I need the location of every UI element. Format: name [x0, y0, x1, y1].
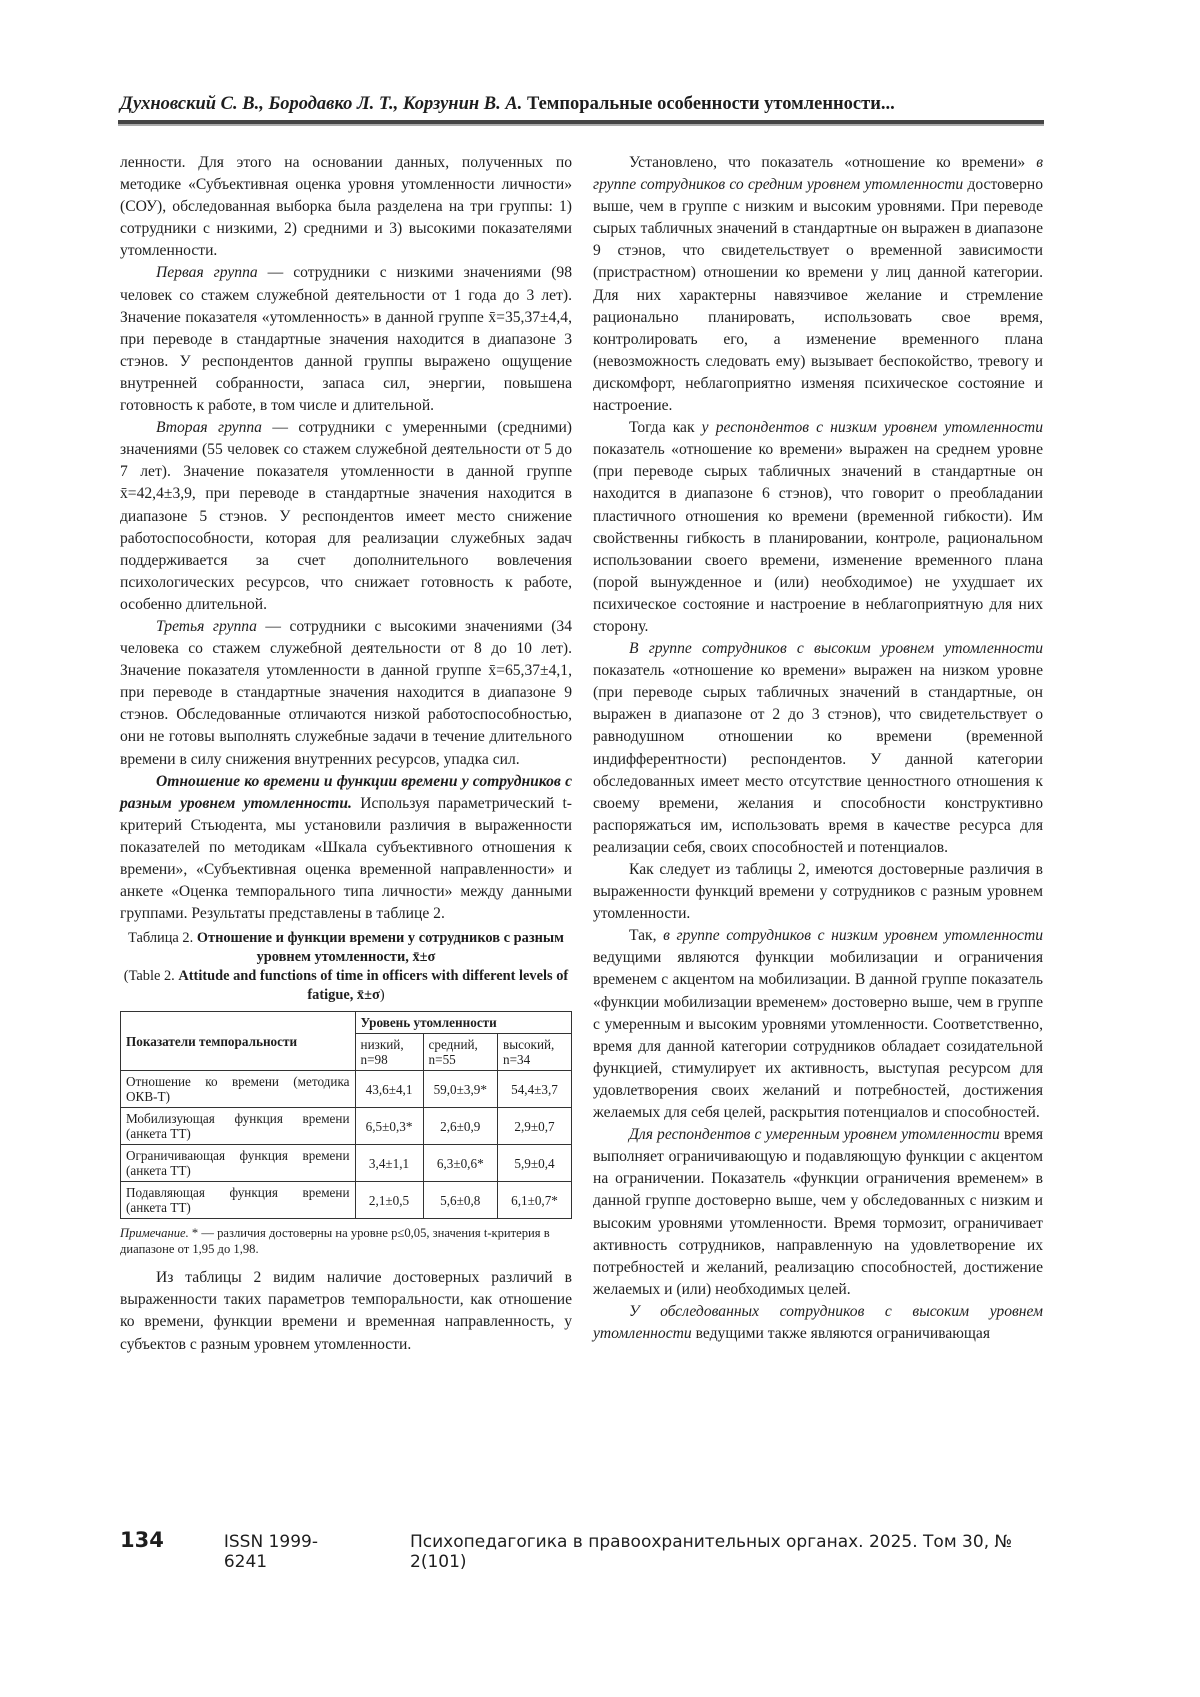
emphasized-text: У обследованных сотрудников с высоким уровнем утомленности	[593, 1302, 1043, 1342]
table-cell: 6,1±0,7*	[498, 1182, 572, 1219]
emphasized-text: Третья группа	[156, 617, 257, 635]
issn: ISSN 1999-6241	[223, 1532, 318, 1572]
header-group: Уровень утомленности	[355, 1012, 571, 1034]
right-column	[593, 152, 1043, 1345]
row-label: Мобилизующая функция времени (анкета ТТ)	[121, 1108, 356, 1145]
table-cell: 5,9±0,4	[498, 1145, 572, 1182]
text-run: — сотрудники с высокими значениями (34 человека со стажем служебной деятельности от 8 до 10 лет). Значение показателя утомленности в данной группе x̄=65,37±4,1, при переводе в стандартные значения находится в диапазоне 9 стэнов. Обследованные отличаются низкой работоспособностью, они не готовы выполнять служебные задачи в течение длительного времени в силу снижения внутренних ресурсов, упадка сил.	[120, 617, 572, 768]
text-run: Так,	[629, 927, 664, 945]
right-paragraphs	[593, 152, 1043, 1345]
note-label: Примечание.	[120, 1226, 189, 1241]
header-title: Темпоральные особенности утомленности...	[526, 94, 895, 114]
paragraph	[593, 1124, 1043, 1301]
table-row	[121, 1108, 572, 1145]
column-header: средний, n=55	[423, 1034, 497, 1071]
header-rule	[118, 120, 1044, 126]
text-run: ленности. Для этого на основании данных, полученных по методике «Субъективная оценка уровня утомленности личности» (СОУ), обследованная выборка была разделена на три группы: 1) сотрудники с низкими, 2) средними и 3) высокими показателями утомленности.	[120, 154, 572, 260]
text-run: Используя параметрический t-критерий Стьюдента, мы установили различия в выраженности показателей по методикам «Шкала субъективного отношения к времени», «Субъективная оценка временной направленности» и анкете «Оценка темпорального типа личности» между данными группами. Результаты представлены в таблице 2.	[120, 794, 572, 923]
paragraph	[120, 152, 572, 262]
paragraph	[120, 262, 572, 417]
column-header: высокий, n=34	[498, 1034, 572, 1071]
row-label: Ограничивающая функция времени (анкета ТТ)	[121, 1145, 356, 1182]
emphasized-text: Вторая группа	[156, 419, 262, 437]
text-run: достоверно выше, чем в группе с низким и высоким уровнями. При переводе сырых табличных значений в стандартные он выражен в диапазоне 9 стэнов, что свидетельствует о временной зависимости (пристрастном) отношении ко времени у лиц данной категории. Для них характерны навязчивое желание и стремление рационально планировать, использовать свое время, контролировать его, а изменение временного плана (невозможность следовать ему) вызывает беспокойство, тревогу и дискомфорт, неблагоприятно изменяя психическое состояние и настроение.	[593, 176, 1044, 415]
text-run: ведущими являются функции мобилизации и ограничения временем с акцентом на мобилизации. В данной группе показатель «функции мобилизации временем» достоверно выше, чем в группе с умеренным и высоким уровнями утомленности. Соответственно, время для данной категории сотрудников обладает созидательной функцией, стимулирует их активность, выступая ресурсом для удовлетворения своих желаний и потребностей, достижения желаемых для себя целей, раскрытия потенциалов и способностей.	[593, 949, 1043, 1122]
text-run: показатель «отношение ко времени» выражен на низком уровне (при переводе сырых табличных значений в стандартные, он выражен в диапазоне от 2 до 3 стэнов), что свидетельствует о равнодушном отношении ко времени (временной индифферентности) респондентов. У данной категории обследованных имеет место отсутствие ценностного отношения к своему времени, желания и способности конструктивно распоряжаться им, использовать время в качестве ресурса для реализации себя, своих способностей и потенциалов.	[593, 662, 1043, 856]
page-number: 134	[120, 1528, 164, 1552]
paragraph	[120, 616, 572, 771]
table-cell: 2,9±0,7	[498, 1108, 572, 1145]
table-cell: 3,4±1,1	[355, 1145, 423, 1182]
paragraph	[593, 1301, 1043, 1345]
table-cell: 5,6±0,8	[423, 1182, 497, 1219]
emphasized-text: В группе сотрудников с высоким уровнем утомленности	[629, 640, 1043, 658]
text-run: время выполняет ограничивающую и подавляющую функции с акцентом на ограничении. Показатель «функции ограничения временем» в данной группе достоверно выше, чем у обследованных с низким и высоким уровнями утомленности. Время тормозит, ограничивает активность сотрудников, направленную на удовлетворение их потребностей и желаний, реализацию способностей, достижение желаемых и (или) необходимых целей.	[593, 1126, 1043, 1298]
text-run: Как следует из таблицы 2, имеются достоверные различия в выраженности функций времени у сотрудников с разным уровнем утомленности.	[593, 861, 1043, 923]
emphasized-text: Первая группа	[156, 264, 258, 282]
page-footer	[120, 1528, 1044, 1572]
table-row	[121, 1182, 572, 1219]
caption-label: Таблица 2.	[128, 930, 197, 947]
paragraph	[593, 925, 1043, 1124]
emphasized-text: в группе сотрудников с низким уровнем утомленности	[663, 927, 1044, 945]
running-header	[120, 94, 1042, 115]
caption-en-title: Attitude and functions of time in officers with different levels of fatigue, x̄±σ	[178, 968, 569, 1004]
caption-en-close: )	[379, 987, 385, 1004]
table-cell: 6,5±0,3*	[355, 1108, 423, 1145]
header-authors: Духновский С. В., Бородавко Л. Т., Корзунин В. А.	[120, 94, 523, 114]
journal-info: Психопедагогика в правоохранительных органах. 2025. Том 30, № 2(101)	[410, 1532, 1013, 1572]
caption-en-label: (Table 2.	[123, 968, 179, 985]
results-table	[120, 1011, 572, 1219]
left-paragraphs-after	[120, 1267, 572, 1355]
paragraph	[120, 771, 572, 926]
table-row	[121, 1145, 572, 1182]
column-header: низкий, n=98	[355, 1034, 423, 1071]
table-cell: 43,6±4,1	[355, 1071, 423, 1108]
table-cell: 59,0±3,9*	[423, 1071, 497, 1108]
paragraph	[593, 859, 1043, 925]
table-cell: 6,3±0,6*	[423, 1145, 497, 1182]
text-run: Из таблицы 2 видим наличие достоверных различий в выраженности таких параметров темпоральности, как отношение ко времени, функции времени и временная направленность, у субъектов с разным уровнем утомленности.	[120, 1269, 572, 1353]
note-text: * — различия достоверны на уровне p≤0,05, значения t-критерия в диапазоне от 1,95 до 1,98.	[120, 1226, 550, 1257]
table-cell: 54,4±3,7	[498, 1071, 572, 1108]
paragraph	[593, 638, 1043, 859]
text-run: — сотрудники с умеренными (средними) значениями (55 человек со стажем служебной деятельности от 5 до 7 лет). Значение показателя утомленности в данной группе x̄=42,4±3,9, при переводе в стандартные значения находится в диапазоне 5 стэнов. У респондентов имеет место снижение работоспособности, которая для реализации служебных задач поддерживается за счет дополнительного вовлечения психологических ресурсов, что снижает готовность к работе, особенно длительной.	[120, 419, 572, 613]
text-run: показатель «отношение ко времени» выражен на среднем уровне (при переводе сырых табличных значений в стандартные он находится в диапазоне 6 стэнов), что говорит о преобладании пластичного отношения ко времени (временной гибкости). Им свойственны гибкость в планировании, контроле, рациональном использовании своего времени, изменение временного плана (порой вынужденное и (или) необходимое) не ухудшает их психическое состояние и настроение в неблагоприятную для них сторону.	[593, 441, 1043, 635]
table-row	[121, 1071, 572, 1108]
text-run: Установлено, что показатель «отношение ко времени»	[629, 154, 1037, 171]
table-cell: 2,1±0,5	[355, 1182, 423, 1219]
text-run: — сотрудники с низкими значениями (98 человек со стажем служебной деятельности от 1 года до 3 лет). Значение показателя «утомленность» в данной группе x̄=35,37±4,4, при переводе в стандартные значения находится в диапазоне 3 стэнов. У респондентов данной группы выражено ощущение внутренней собранности, запаса сил, энергии, повышена готовность к работе, в том числе и длительной.	[120, 264, 572, 415]
paragraph	[120, 1267, 572, 1355]
emphasized-text: Для респондентов с умеренным уровнем утомленности	[629, 1126, 1000, 1144]
emphasized-text: у респондентов с низким уровнем утомленности	[701, 419, 1043, 437]
emphasized-text: Отношение ко времени и функции времени у сотрудников с разным уровнем утомленности.	[120, 772, 572, 812]
table-caption	[120, 929, 572, 1005]
table-cell: 2,6±0,9	[423, 1108, 497, 1145]
emphasized-text: в группе сотрудников со средним уровнем утомленности	[593, 154, 1043, 194]
left-paragraphs	[120, 152, 572, 925]
paragraph	[593, 417, 1043, 638]
paragraph	[120, 417, 572, 616]
paragraph	[593, 152, 1043, 417]
header-indicator: Показатели темпоральности	[121, 1012, 356, 1071]
caption-title: Отношение и функции времени у сотрудников с разным уровнем утомленности, x̄±σ	[196, 930, 564, 966]
row-label: Подавляющая функция времени (анкета ТТ)	[121, 1182, 356, 1219]
row-label: Отношение ко времени (методика ОКВ-Т)	[121, 1071, 356, 1108]
table-note	[120, 1225, 572, 1257]
left-column	[120, 152, 572, 1356]
text-run: Тогда как	[629, 419, 702, 437]
text-run: ведущими также являются ограничивающая	[691, 1324, 991, 1342]
